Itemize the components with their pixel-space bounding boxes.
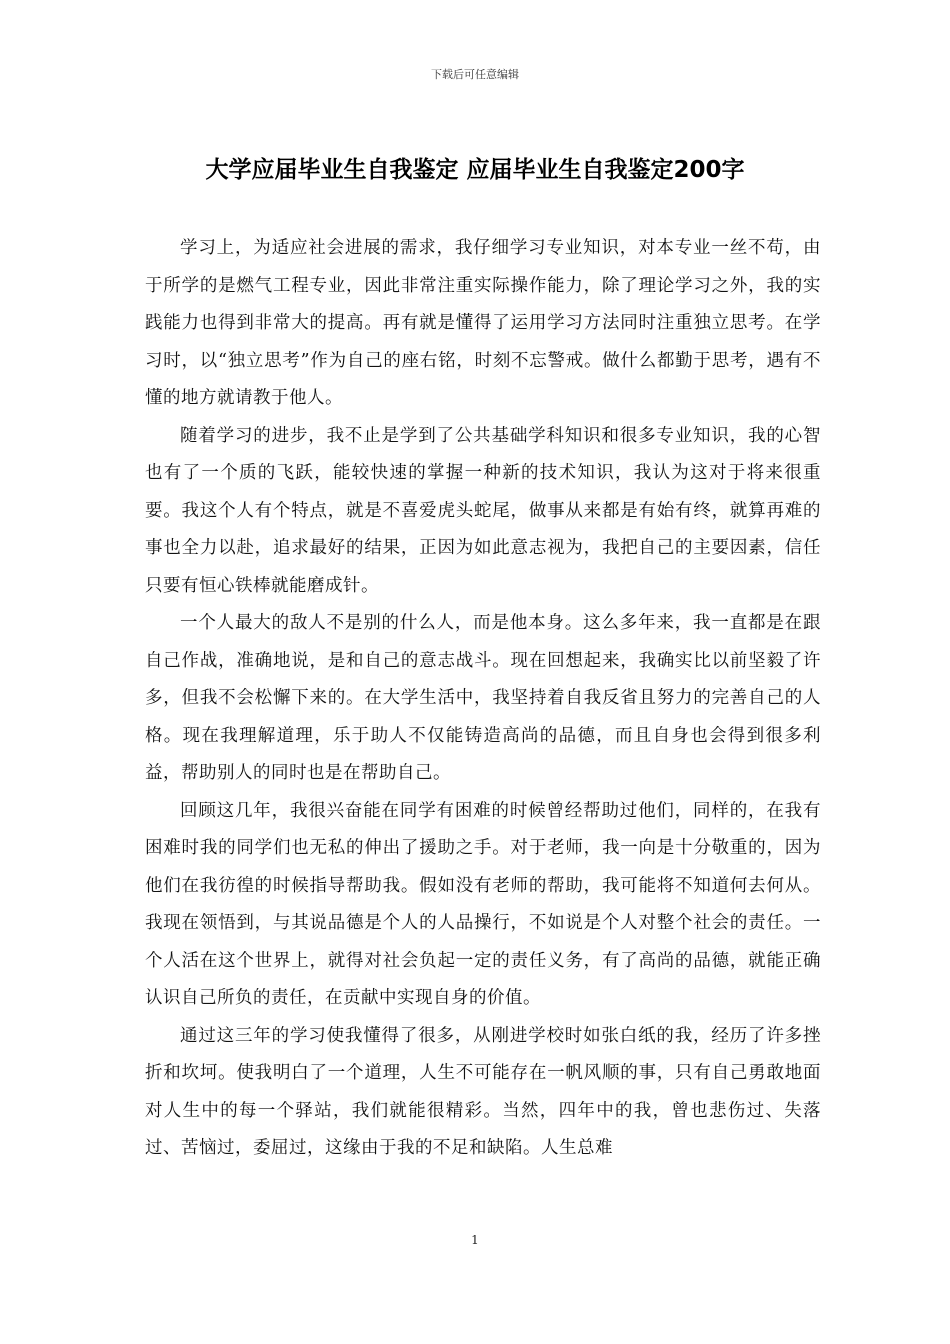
paragraph-self: 一个人最大的敌人不是别的什么人，而是他本身。这么多年来，我一直都是在跟自己作战，准确地说，是和自己的意志战斗。现在回想起来，我确实比以前坚毅了许多，但我不会松懈下来的。在大学生活中，我坚持着自我反省且努力的完善自己的人格。现在我理解道理，乐于助人不仅能铸造高尚的品德，而且自身也会得到很多利益，帮助别人的同时也是在帮助自己。 (145, 613, 821, 783)
page-number: 1 (471, 1233, 479, 1247)
paragraph-three-years: 通过这三年的学习使我懂得了很多，从刚进学校时如张白纸的我，经历了许多挫折和坎坷。使我明白了一个道理，人生不可能存在一帆风顺的事，只有自己勇敢地面对人生中的每一个驿站，我们就能很精彩。当然，四年中的我，曾也悲伤过、失落过、苦恼过，委屈过，这缘由于我的不足和缺陷。人生总难 (145, 1025, 821, 1158)
document-body (145, 230, 821, 1168)
document-title: 大学应届毕业生自我鉴定 应届毕业生自我鉴定200字 (205, 157, 745, 183)
paragraph-review: 回顾这几年，我很兴奋能在同学有困难的时候曾经帮助过他们，同样的，在我有困难时我的同学们也无私的伸出了援助之手。对于老师，我一向是十分敬重的，因为他们在我彷徨的时候指导帮助我。假如没有老师的帮助，我可能将不知道何去何从。我现在领悟到，与其说品德是个人的人品操行，不如说是个人对整个社会的责任。一个人活在这个世界上，就得对社会负起一定的责任义务，有了高尚的品德，就能正确认识自己所负的责任，在贡献中实现自身的价值。 (145, 800, 821, 1008)
header-note: 下载后可任意编辑 (431, 68, 519, 81)
paragraph-study: 学习上，为适应社会进展的需求，我仔细学习专业知识，对本专业一丝不苟，由于所学的是燃气工程专业，因此非常注重实际操作能力，除了理论学习之外，我的实践能力也得到非常大的提高。再有就是懂得了运用学习方法同时注重独立思考。在学习时，以“独立思考”作为自己的座右铭，时刻不忘警戒。做什么都勤于思考，遇有不懂的地方就请教于他人。 (145, 238, 821, 408)
paragraph-progress: 随着学习的进步，我不止是学到了公共基础学科知识和很多专业知识，我的心智也有了一个质的飞跃，能较快速的掌握一种新的技术知识，我认为这对于将来很重要。我这个人有个特点，就是不喜爱虎头蛇尾，做事从来都是有始有终，就算再难的事也全力以赴，追求最好的结果，正因为如此意志视为，我把自己的主要因素，信任只要有恒心铁棒就能磨成针。 (145, 425, 821, 596)
